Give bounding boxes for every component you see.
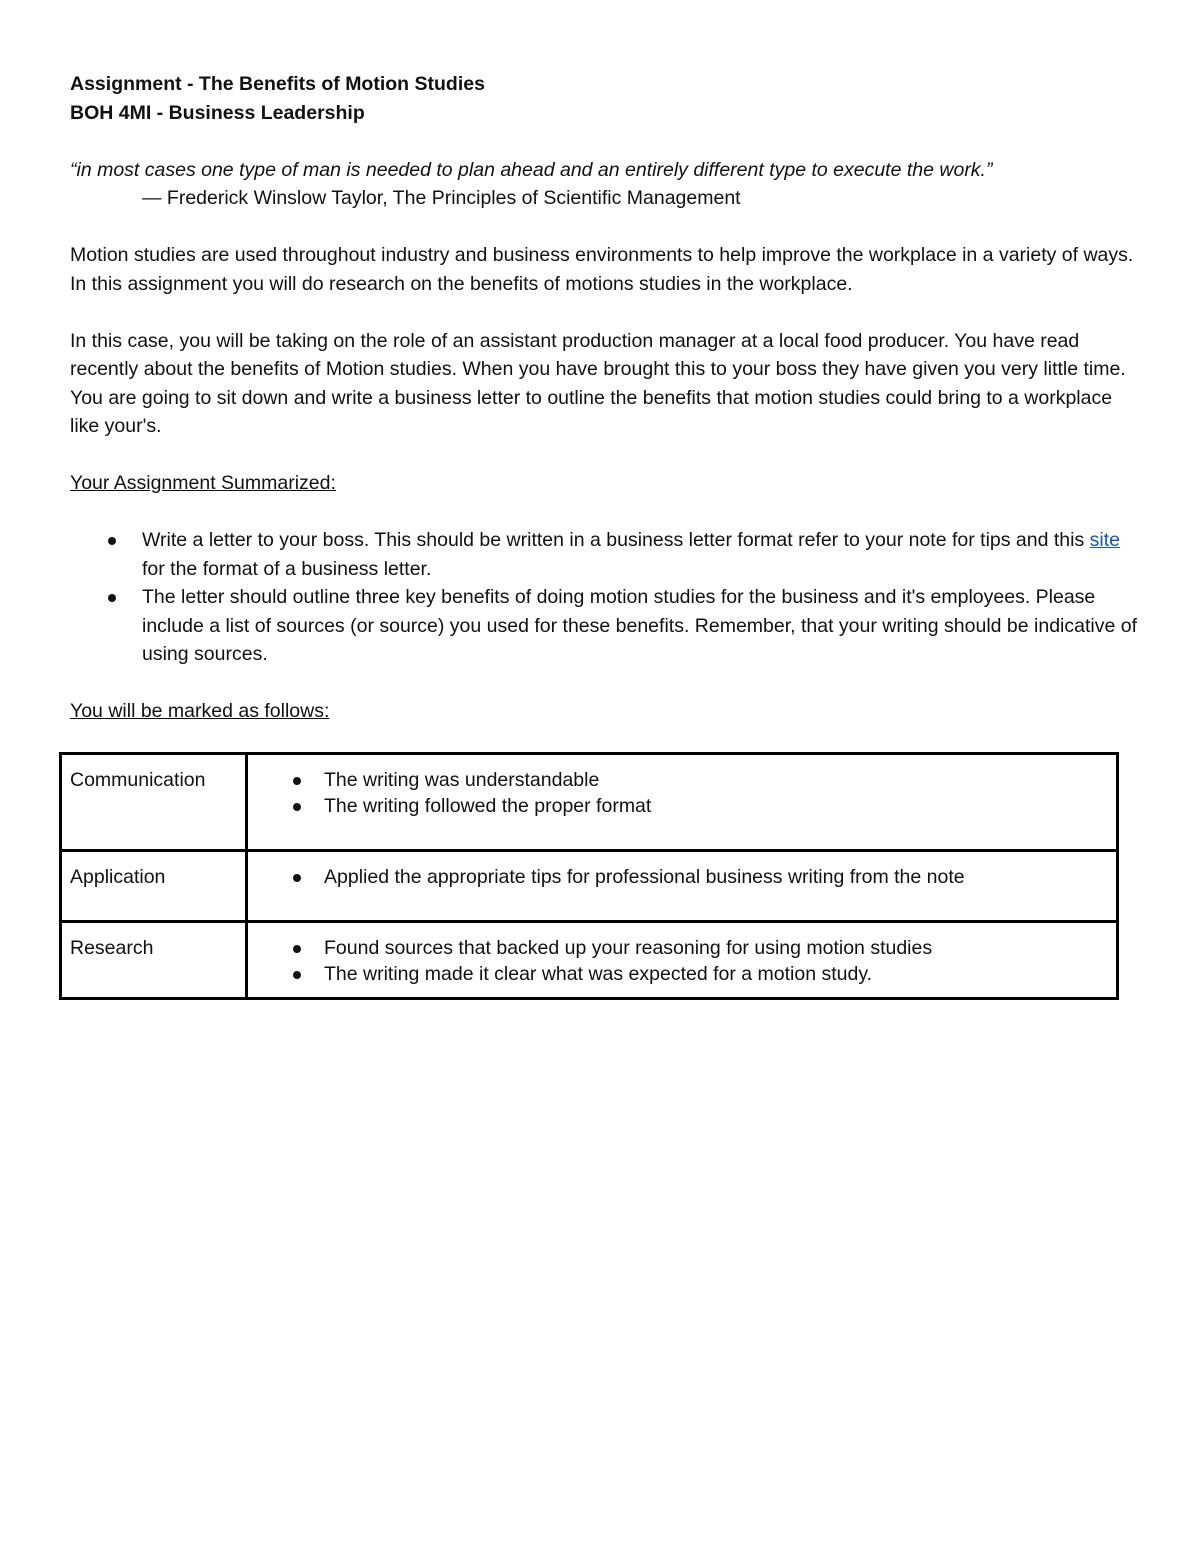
marking-heading: You will be marked as follows:: [70, 700, 330, 722]
bullet-2-text: The letter should outline three key benefits of doing motion studies for the business and it's employees. Please include a list of sources (or source) you used for these benefits. Remember, that your writing should be indicative of using sources.: [142, 586, 1138, 665]
criteria-items-cell: [247, 851, 1118, 922]
marking-rubric-table: [59, 752, 1119, 1000]
criterion-cell: Communication: [61, 754, 247, 851]
criteria-item-text: The writing made it clear what was expected for a motion study.: [324, 963, 873, 985]
bullet-icon: [108, 594, 116, 602]
bullet-icon: [293, 874, 301, 882]
spacer: [70, 298, 1140, 327]
criteria-item-text: The writing followed the proper format: [324, 795, 652, 817]
quote-attribution: ― Frederick Winslow Taylor, The Principles of Scientific Management: [142, 187, 741, 209]
list-item: [256, 935, 1106, 961]
list-item: [256, 864, 1106, 890]
spacer: [70, 441, 1140, 470]
table-row: [61, 754, 1118, 851]
criteria-item-text: The writing was understandable: [324, 769, 600, 791]
criterion-cell: Application: [61, 851, 247, 922]
summary-heading: Your Assignment Summarized:: [70, 472, 336, 494]
bullet-icon: [108, 537, 116, 545]
criteria-list: [256, 767, 1106, 819]
summary-list: [70, 526, 1140, 669]
assignment-title: Assignment - The Benefits of Motion Studies: [70, 73, 485, 95]
table-row: [61, 851, 1118, 922]
summary-bullet-1: [70, 526, 1140, 583]
criteria-item-text: Found sources that backed up your reasoning for using motion studies: [324, 937, 933, 959]
intro-paragraph-2: In this case, you will be taking on the role of an assistant production manager at a local food producer. You have read recently about the benefits of Motion studies. When you have brought this to your boss they have given you very little time. You are going to sit down and write a business letter to outline the benefits that motion studies could bring to a workplace like your's.: [70, 329, 1126, 437]
spacer: [70, 669, 1140, 698]
spacer: [70, 498, 1140, 527]
criteria-items-cell: [247, 754, 1118, 851]
criteria-list: [256, 864, 1106, 890]
criteria-item-text: Applied the appropriate tips for professional business writing from the note: [324, 866, 965, 888]
course-title: BOH 4MI - Business Leadership: [70, 101, 365, 124]
list-item: [256, 961, 1106, 987]
bullet-icon: [293, 803, 301, 811]
bullet-icon: [293, 777, 301, 785]
spacer: [70, 127, 1140, 156]
quote-text: “in most cases one type of man is needed to plan ahead and an entirely different type to execute the work.”: [70, 158, 993, 181]
document-body: [70, 70, 1140, 726]
table-row: [61, 922, 1118, 999]
list-item: [256, 767, 1106, 793]
summary-bullet-2: [70, 583, 1140, 669]
bullet-icon: [293, 971, 301, 979]
criterion-cell: Research: [61, 922, 247, 999]
criteria-items-cell: [247, 922, 1118, 999]
intro-paragraph-1: Motion studies are used throughout industry and business environments to help improve the workplace in a variety of ways. In this assignment you will do research on the benefits of motions studies in the workplace.: [70, 244, 1134, 295]
bullet-1-text-end: for the format of a business letter.: [142, 557, 432, 580]
criteria-list: [256, 935, 1106, 987]
site-link[interactable]: site: [1089, 529, 1121, 551]
bullet-icon: [293, 945, 301, 953]
list-item: [256, 793, 1106, 819]
bullet-1-text-start: Write a letter to your boss. This should be written in a business letter format refer to your note for tips and this: [142, 529, 1090, 551]
spacer: [70, 213, 1140, 242]
